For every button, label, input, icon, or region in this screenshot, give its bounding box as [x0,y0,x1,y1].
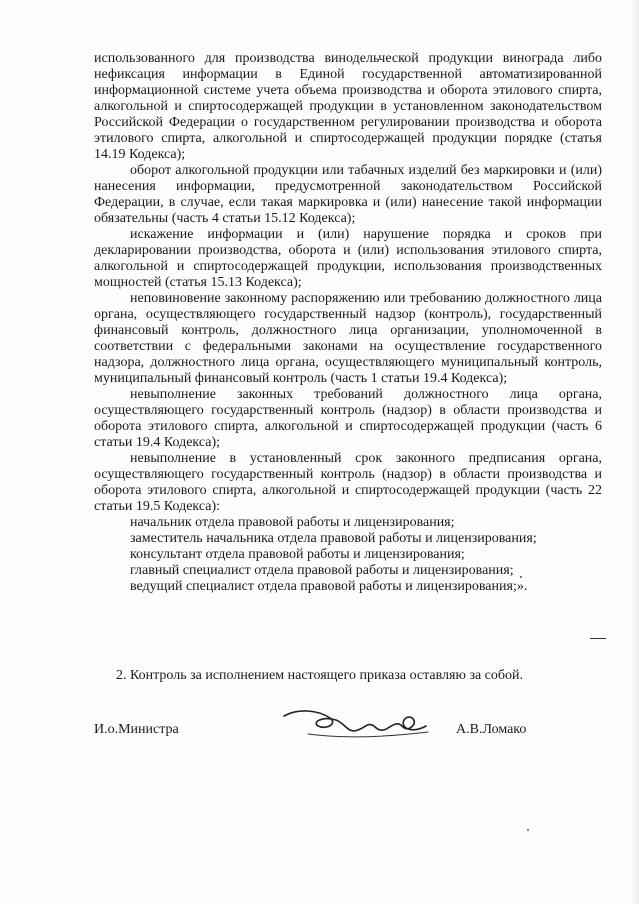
control-clause: 2. Контроль за исполнением настоящего приказа оставляю за собой. [116,668,524,683]
handwritten-signature [278,700,438,748]
list-item: главный специалист отдела правовой работы и лицензирования; [130,563,514,578]
paragraph-order-nonfulfillment: невыполнение в установленный срок законного предписания органа, осуществляющего государственный контроль (надзор) в области производства и оборота этилового спирта, алкогольной и спиртосодержащей продукции (часть 22 статьи 19.5 Кодекса): [94,451,602,514]
list-item: начальник отдела правовой работы и лицензирования; [130,515,455,530]
list-item: консультант отдела правовой работы и лицензирования; [130,547,465,562]
document-body [94,51,602,595]
closing-dash [590,638,606,639]
signatory-position: И.о.Министра [94,722,179,737]
scan-speck [527,829,529,831]
scan-speck [520,576,522,578]
scan-edge-shadow [631,0,639,904]
signatory-name: А.В.Ломако [456,722,527,737]
list-item: заместитель начальника отдела правовой работы и лицензирования; [130,531,537,546]
list-item: ведущий специалист отдела правовой работы и лицензирования;». [130,579,528,594]
paragraph-alcohol-turnover: оборот алкогольной продукции или табачных изделий без маркировки и (или) нанесения информации, предусмотренной законодательством Российской Федерации, в случае, если такая маркировка и (или) нанесение такой информации обязательны (часть 4 статьи 15.12 Кодекса); [94,163,602,226]
officials-list [94,515,602,595]
paragraph-continuation: использованного для производства винодельческой продукции винограда либо нефиксация информации в Единой государственной автоматизированной информационной системе учета объема производства и оборота этилового спирта, алкогольной и спиртосодержащей продукции в установленном законодательством Российской Федерации о государственном регулировании производства и оборота этилового спирта, алкогольной и спиртосодержащей продукции порядке (статья 14.19 Кодекса); [94,51,602,162]
paragraph-noncompliance: невыполнение законных требований должностного лица органа, осуществляющего государственный контроль (надзор) в области производства и оборота этилового спирта, алкогольной и спиртосодержащей продукции (часть 6 статьи 19.4 Кодекса); [94,387,602,450]
paragraph-disobedience: неповиновение законному распоряжению или требованию должностного лица органа, осуществляющего государственный надзор (контроль), государственный финансовый контроль, должностного лица организации, уполномоченной в соответствии с федеральными законами на осуществление государственного надзора, должностного лица органа, осуществляющего муниципальный контроль, муниципальный финансовый контроль (часть 1 статьи 19.4 Кодекса); [94,291,602,386]
paragraph-declaration-distortion: искажение информации и (или) нарушение порядка и сроков при декларировании производства, оборота и (или) использования этилового спирта, алкогольной и спиртосодержащей продукции, использования производственных мощностей (статья 15.13 Кодекса); [94,227,602,290]
